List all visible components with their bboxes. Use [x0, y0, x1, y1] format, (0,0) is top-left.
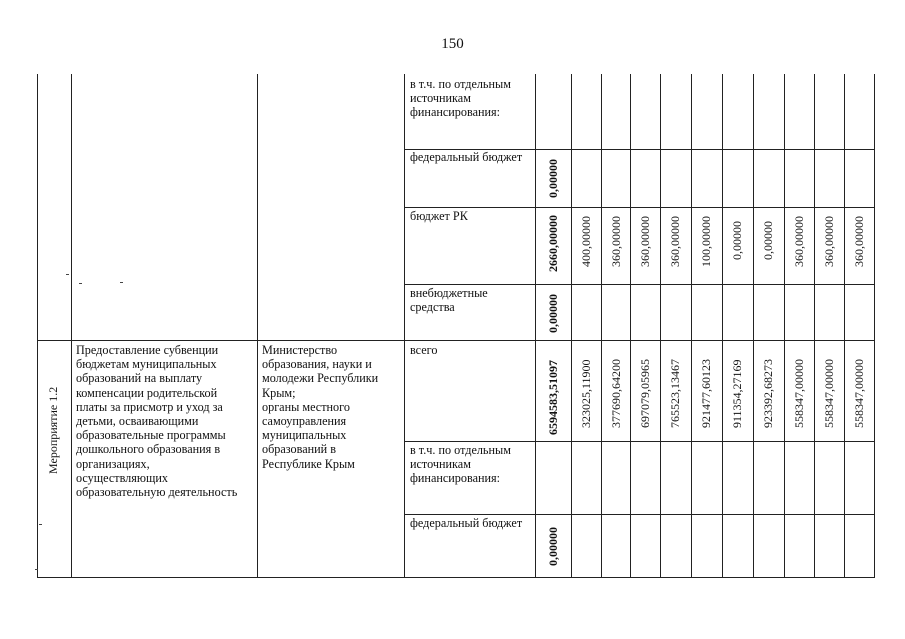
- federal-total-value: 0,00000: [546, 527, 560, 566]
- rk-value: 360,00000: [668, 216, 682, 267]
- column-divider: [71, 74, 72, 578]
- row-label-extrabudget: внебюджетные средства: [410, 286, 488, 315]
- scan-speck: [35, 569, 38, 570]
- total-value: 697079,05965: [638, 359, 652, 428]
- table-border-left: [37, 74, 38, 578]
- row-label-federal: федеральный бюджет: [410, 150, 523, 164]
- row-divider: [404, 514, 875, 515]
- total-value: 558347,00000: [852, 359, 866, 428]
- total-value: 765523,13467: [668, 359, 682, 428]
- rk-value: 0,00000: [730, 221, 744, 260]
- rk-value: 0,00000: [761, 221, 775, 260]
- total-value: 377690,64200: [609, 359, 623, 428]
- total-value: 911354,27169: [730, 359, 744, 428]
- row-divider: [404, 284, 875, 285]
- row-divider: [404, 441, 875, 442]
- rk-value: 360,00000: [792, 216, 806, 267]
- federal-total-value: 0,00000: [546, 159, 560, 198]
- measure-title: Предоставление субвенции бюджетам муниципальных образований на выплату компенсации родительской платы за присмотр и уход за детьми, осваивающими образовательные программы дошкольного образования в организациях, осуществляющих образовательную деятельность: [76, 343, 238, 500]
- scan-speck: [39, 524, 42, 525]
- measure-id: Мероприятие 1.2: [46, 386, 60, 474]
- rk-value: 100,00000: [699, 216, 713, 267]
- rk-value: 360,00000: [638, 216, 652, 267]
- total-value: 323025,11900: [579, 359, 593, 428]
- rk-value: 360,00000: [852, 216, 866, 267]
- total-value: 558347,00000: [822, 359, 836, 428]
- total-value: 6594583,51097: [546, 360, 560, 435]
- row-divider: [37, 340, 875, 341]
- column-divider: [257, 74, 258, 578]
- row-label-sources: в т.ч. по отдельным источникам финансирования:: [410, 443, 511, 486]
- row-label-total: всего: [410, 343, 438, 357]
- rk-value: 360,00000: [822, 216, 836, 267]
- total-value: 558347,00000: [792, 359, 806, 428]
- extrabudget-total-value: 0,00000: [546, 294, 560, 333]
- row-label-rk-budget: бюджет РК: [410, 209, 468, 223]
- measure-executor: Министерство образования, науки и молодежи Республики Крым; органы местного самоуправления муниципальных образований в Республике Крым: [262, 343, 379, 471]
- row-label-sources: в т.ч. по отдельным источникам финансирования:: [410, 77, 511, 120]
- table-border-bottom: [37, 577, 875, 578]
- rk-value: 400,00000: [579, 216, 593, 267]
- scan-speck: [120, 282, 123, 283]
- rk-value: 360,00000: [609, 216, 623, 267]
- total-value: 921477,60123: [699, 359, 713, 428]
- rk-value: 2660,00000: [546, 215, 560, 272]
- row-label-federal: федеральный бюджет: [410, 516, 523, 530]
- page-number: 150: [441, 36, 464, 52]
- row-divider: [404, 207, 875, 208]
- scan-speck: [66, 274, 69, 275]
- scan-speck: [79, 283, 82, 284]
- total-value: 923392,68273: [761, 359, 775, 428]
